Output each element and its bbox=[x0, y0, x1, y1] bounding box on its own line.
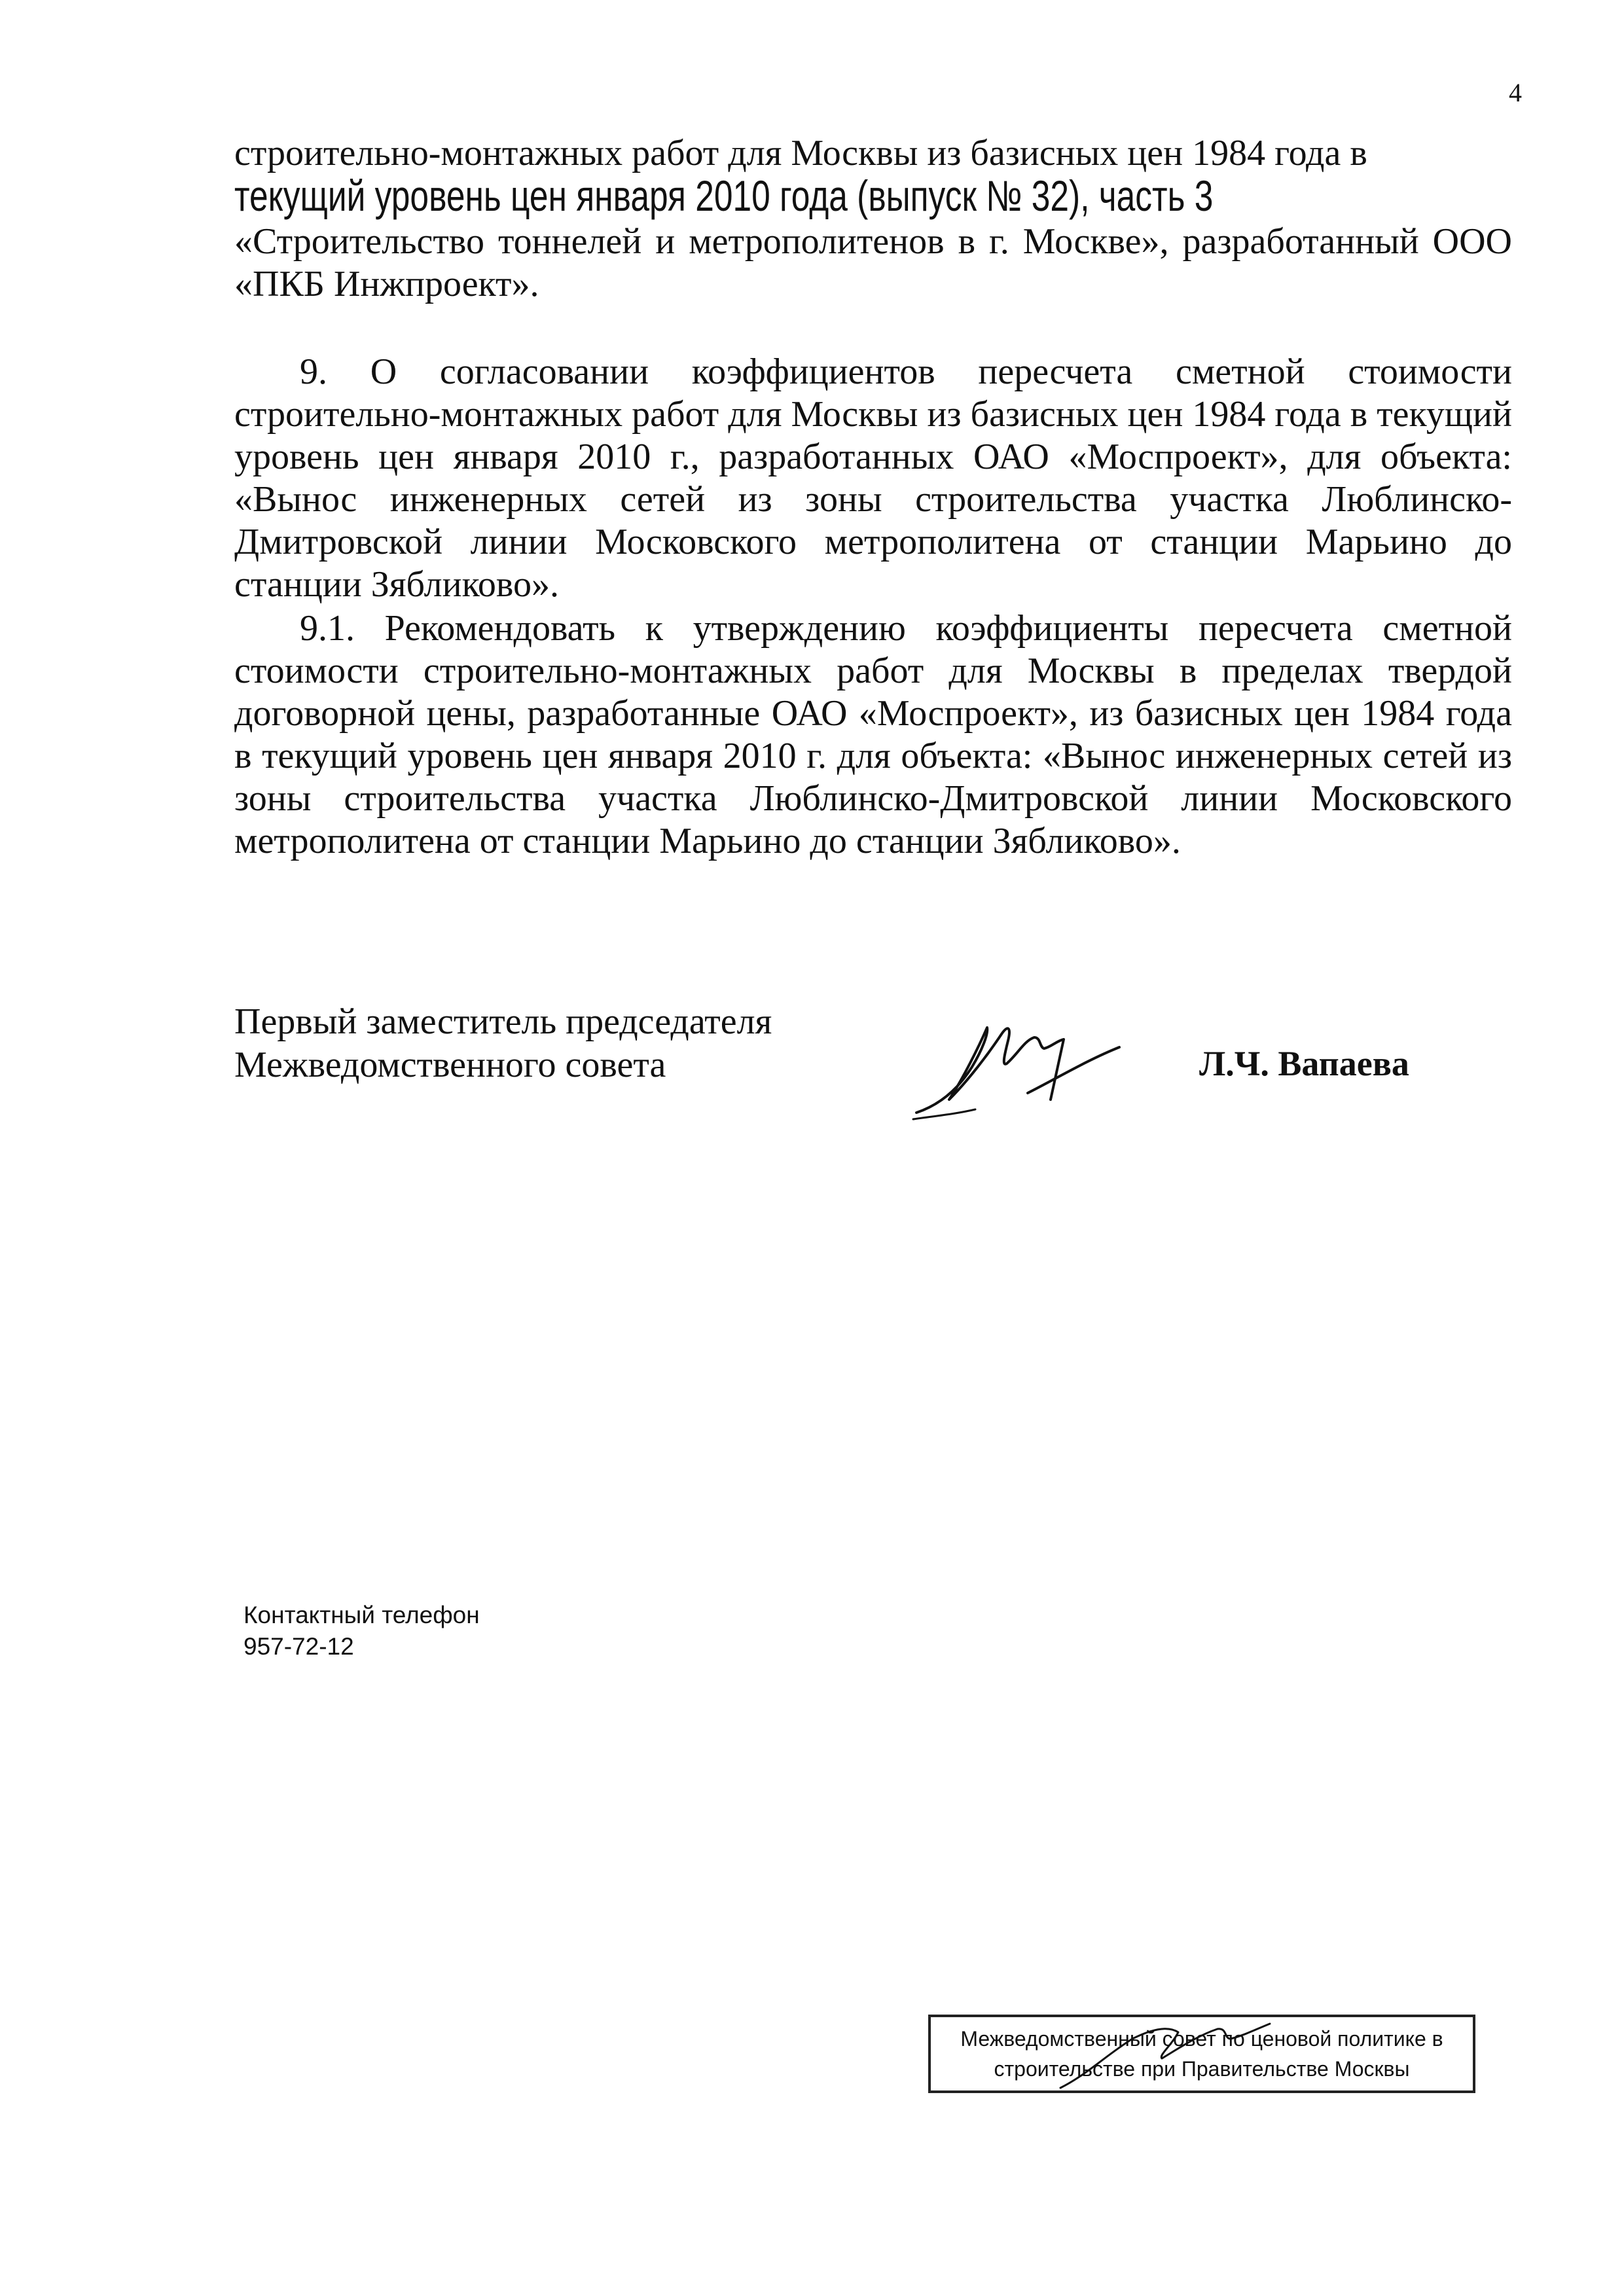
contact-label: Контактный телефон bbox=[244, 1602, 480, 1628]
contact-phone: 957-72-12 bbox=[244, 1633, 354, 1660]
continuation-rest: «Строительство тоннелей и метрополитенов в г. Москве», разработанный ООО «ПКБ Инжпроект». bbox=[234, 221, 1512, 304]
stamp-line-1: Межведомственный совет по ценовой политике в bbox=[960, 2027, 1443, 2051]
continuation-line-1: строительно-монтажных работ для Москвы из базисных цен 1984 года в bbox=[234, 133, 1367, 173]
paragraph-item-9-1: 9.1. Рекомендовать к утверждению коэффициенты пересчета сметной стоимости строительно-монтажных работ для Москвы в пределах твердой договорной цены, разработанные ОАО «Моспроект», из базисных цен 1984 года в текущий уровень цен января 2010 г. для объекта: «Вынос инженерных сетей из зоны строительства участка Люблинско-Дмитровской линии Московского метрополитена от станции Марьино до станции Зябликово». bbox=[234, 608, 1512, 861]
stamp-signature-mark bbox=[1047, 2009, 1283, 2101]
page-number: 4 bbox=[1509, 78, 1522, 107]
paragraph-item-9: 9. О согласовании коэффициентов пересчета сметной стоимости строительно-монтажных работ для Москвы из базисных цен 1984 года в текущий уровень цен января 2010 г., разработанных ОАО «Моспроект», для объекта: «Вынос инженерных сетей из зоны строительства участка Люблинско-Дмитровской линии Московского метрополитена от станции Марьино до станции Зябликово». bbox=[234, 351, 1512, 605]
paragraph-continuation bbox=[234, 132, 1512, 306]
stamp-line-2: строительстве при Правительстве Москвы bbox=[994, 2057, 1410, 2081]
signer-position bbox=[234, 1000, 772, 1086]
signer-name: Л.Ч. Вапаева bbox=[1199, 1044, 1409, 1083]
continuation-line-2: текущий уровень цен января 2010 года (выпуск № 32), часть 3 bbox=[234, 171, 1214, 220]
signer-position-line-2: Межведомственного совета bbox=[234, 1045, 666, 1085]
handwritten-signature bbox=[910, 1001, 1126, 1132]
signer-position-line-1: Первый заместитель председателя bbox=[234, 1001, 772, 1042]
contact-block bbox=[244, 1600, 480, 1662]
